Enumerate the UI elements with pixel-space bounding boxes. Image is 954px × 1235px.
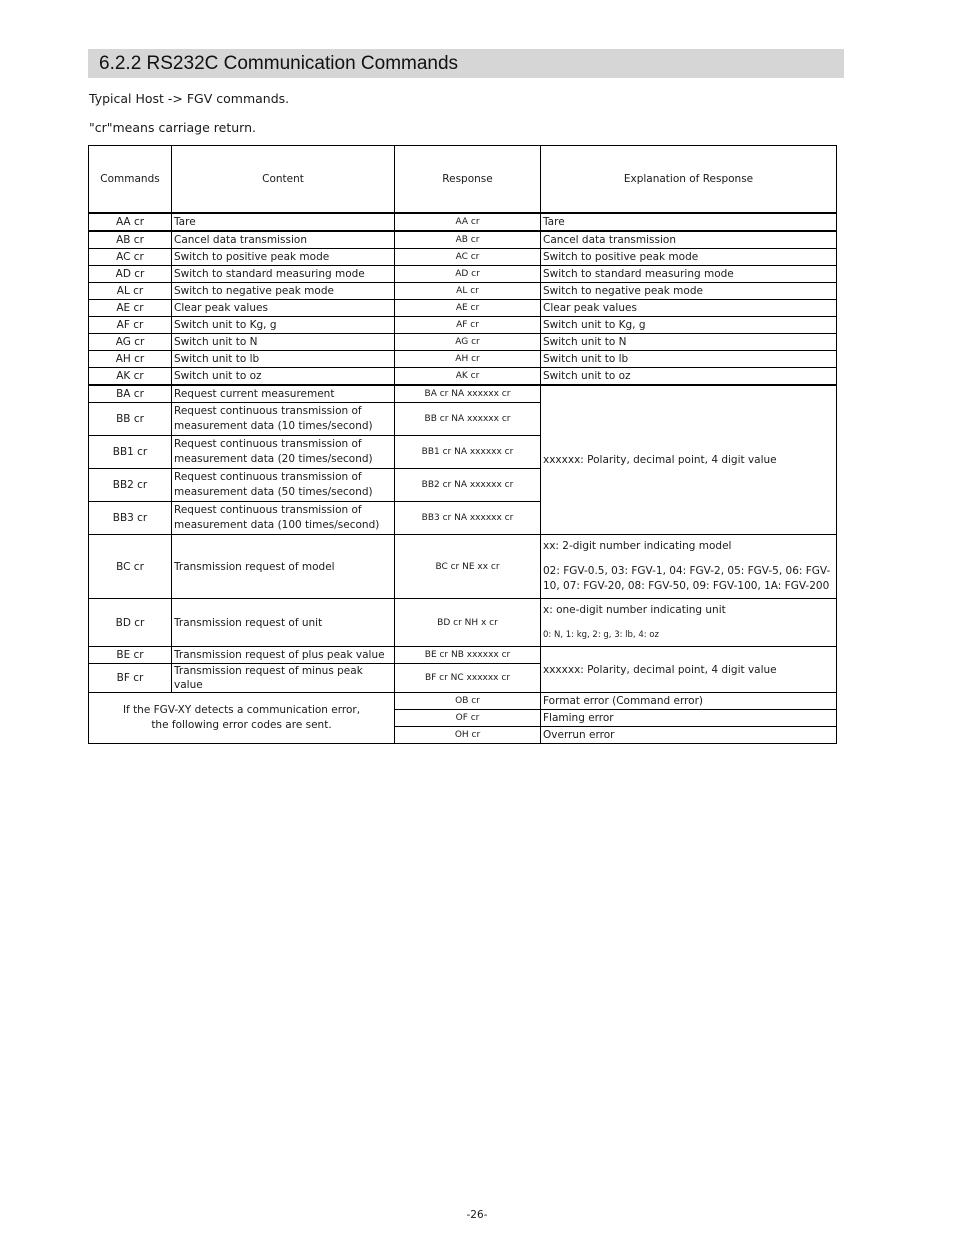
cell-content: Switch unit to oz xyxy=(172,368,395,386)
cell-explanation: Switch unit to N xyxy=(541,334,837,351)
cell-response: AB cr xyxy=(395,231,541,249)
section-header xyxy=(88,49,844,78)
spacer xyxy=(543,617,834,627)
cell-content: Switch to positive peak mode xyxy=(172,249,395,266)
cell-content: Cancel data transmission xyxy=(172,231,395,249)
cell-command: BB1 cr xyxy=(89,436,172,469)
cell-explanation: Flaming error xyxy=(541,710,837,727)
cell-explanation-merged: xxxxxx: Polarity, decimal point, 4 digit value xyxy=(541,385,837,535)
cell-response: BB cr NA xxxxxx cr xyxy=(395,403,541,436)
cell-command: AK cr xyxy=(89,368,172,386)
cell-command: AC cr xyxy=(89,249,172,266)
table-row xyxy=(89,300,837,317)
cell-command: BD cr xyxy=(89,599,172,647)
cell-response: AH cr xyxy=(395,351,541,368)
cell-command: AA cr xyxy=(89,213,172,231)
table-row xyxy=(89,231,837,249)
cell-explanation: Switch unit to oz xyxy=(541,368,837,386)
cell-content: Switch to negative peak mode xyxy=(172,283,395,300)
cell-response: BC cr NE xx cr xyxy=(395,535,541,599)
header-response: Response xyxy=(395,146,541,214)
cell-response: AF cr xyxy=(395,317,541,334)
cell-command: BC cr xyxy=(89,535,172,599)
cell-content: Request continuous transmission of measurement data (50 times/second) xyxy=(172,469,395,502)
table-row xyxy=(89,249,837,266)
table-row xyxy=(89,368,837,386)
cell-response: BF cr NC xxxxxx cr xyxy=(395,664,541,693)
cell-content: Transmission request of model xyxy=(172,535,395,599)
spacer xyxy=(543,554,834,564)
cell-command: AG cr xyxy=(89,334,172,351)
cell-response: AD cr xyxy=(395,266,541,283)
cell-explanation: Overrun error xyxy=(541,727,837,744)
table-header-row xyxy=(89,146,837,214)
cell-command: AB cr xyxy=(89,231,172,249)
cell-response: BE cr NB xxxxxx cr xyxy=(395,647,541,664)
model-explanation-line2: 02: FGV-0.5, 03: FGV-1, 04: FGV-2, 05: FGV-5, 06: FGV-10, 07: FGV-20, 08: FGV-50, 09: FGV-100, 1A: FGV-200 xyxy=(543,565,831,592)
cell-explanation: Format error (Command error) xyxy=(541,693,837,710)
cell-content: Request current measurement xyxy=(172,385,395,403)
error-note-line1: If the FGV-XY detects a communication error, xyxy=(122,704,361,716)
table-row xyxy=(89,693,837,710)
cell-explanation: Switch to negative peak mode xyxy=(541,283,837,300)
cell-explanation xyxy=(541,535,837,599)
cell-explanation xyxy=(541,599,837,647)
table-row xyxy=(89,334,837,351)
cell-response: BA cr NA xxxxxx cr xyxy=(395,385,541,403)
cell-content: Clear peak values xyxy=(172,300,395,317)
cell-explanation: Switch to positive peak mode xyxy=(541,249,837,266)
cell-content: Switch unit to Kg, g xyxy=(172,317,395,334)
cell-response: AL cr xyxy=(395,283,541,300)
cell-explanation: Switch to standard measuring mode xyxy=(541,266,837,283)
cell-response: BD cr NH x cr xyxy=(395,599,541,647)
cell-command: BA cr xyxy=(89,385,172,403)
table-row xyxy=(89,385,837,403)
cell-response: AG cr xyxy=(395,334,541,351)
cell-content: Request continuous transmission of measurement data (100 times/second) xyxy=(172,502,395,535)
cell-content: Request continuous transmission of measurement data (10 times/second) xyxy=(172,403,395,436)
table-row xyxy=(89,213,837,231)
cell-content: Switch unit to lb xyxy=(172,351,395,368)
unit-explanation-line1: x: one-digit number indicating unit xyxy=(543,604,726,616)
header-explanation: Explanation of Response xyxy=(541,146,837,214)
cell-command: BE cr xyxy=(89,647,172,664)
cell-command: AL cr xyxy=(89,283,172,300)
cell-content: Tare xyxy=(172,213,395,231)
cell-response: BB2 cr NA xxxxxx cr xyxy=(395,469,541,502)
cell-command: BF cr xyxy=(89,664,172,693)
cell-command: AH cr xyxy=(89,351,172,368)
section-title: 6.2.2 RS232C Communication Commands xyxy=(99,52,459,74)
header-content: Content xyxy=(172,146,395,214)
cell-command: AF cr xyxy=(89,317,172,334)
table-row xyxy=(89,283,837,300)
cell-explanation: Clear peak values xyxy=(541,300,837,317)
error-note xyxy=(89,693,395,744)
cell-command: BB3 cr xyxy=(89,502,172,535)
cell-response: AA cr xyxy=(395,213,541,231)
table-row xyxy=(89,317,837,334)
command-table xyxy=(88,145,837,744)
error-note-line2: the following error codes are sent. xyxy=(151,719,332,731)
unit-explanation-line2: 0: N, 1: kg, 2: g, 3: lb, 4: oz xyxy=(543,630,659,640)
cell-content: Switch unit to N xyxy=(172,334,395,351)
cell-content: Transmission request of minus peak value xyxy=(172,664,395,693)
page-number: -26- xyxy=(466,1209,488,1221)
cell-explanation: Switch unit to Kg, g xyxy=(541,317,837,334)
table-row xyxy=(89,599,837,647)
cell-command: AE cr xyxy=(89,300,172,317)
cell-response: AC cr xyxy=(395,249,541,266)
cell-content: Transmission request of unit xyxy=(172,599,395,647)
cell-response: OB cr xyxy=(395,693,541,710)
cell-explanation: Cancel data transmission xyxy=(541,231,837,249)
cell-command: BB cr xyxy=(89,403,172,436)
cell-response: BB3 cr NA xxxxxx cr xyxy=(395,502,541,535)
cell-command: BB2 cr xyxy=(89,469,172,502)
cell-content: Transmission request of plus peak value xyxy=(172,647,395,664)
model-explanation-line1: xx: 2-digit number indicating model xyxy=(543,540,732,552)
cell-command: AD cr xyxy=(89,266,172,283)
cell-response: BB1 cr NA xxxxxx cr xyxy=(395,436,541,469)
table-row xyxy=(89,535,837,599)
header-commands: Commands xyxy=(89,146,172,214)
cell-response: AE cr xyxy=(395,300,541,317)
cell-explanation-merged: xxxxxx: Polarity, decimal point, 4 digit value xyxy=(541,647,837,693)
table-row xyxy=(89,647,837,664)
intro-line-1: Typical Host -> FGV commands. xyxy=(89,91,290,106)
cell-response: AK cr xyxy=(395,368,541,386)
table-row xyxy=(89,266,837,283)
cell-content: Request continuous transmission of measurement data (20 times/second) xyxy=(172,436,395,469)
cell-response: OF cr xyxy=(395,710,541,727)
intro-line-2: "cr"means carriage return. xyxy=(89,120,256,135)
cell-content: Switch to standard measuring mode xyxy=(172,266,395,283)
cell-response: OH cr xyxy=(395,727,541,744)
table-row xyxy=(89,351,837,368)
cell-explanation: Tare xyxy=(541,213,837,231)
cell-explanation: Switch unit to lb xyxy=(541,351,837,368)
